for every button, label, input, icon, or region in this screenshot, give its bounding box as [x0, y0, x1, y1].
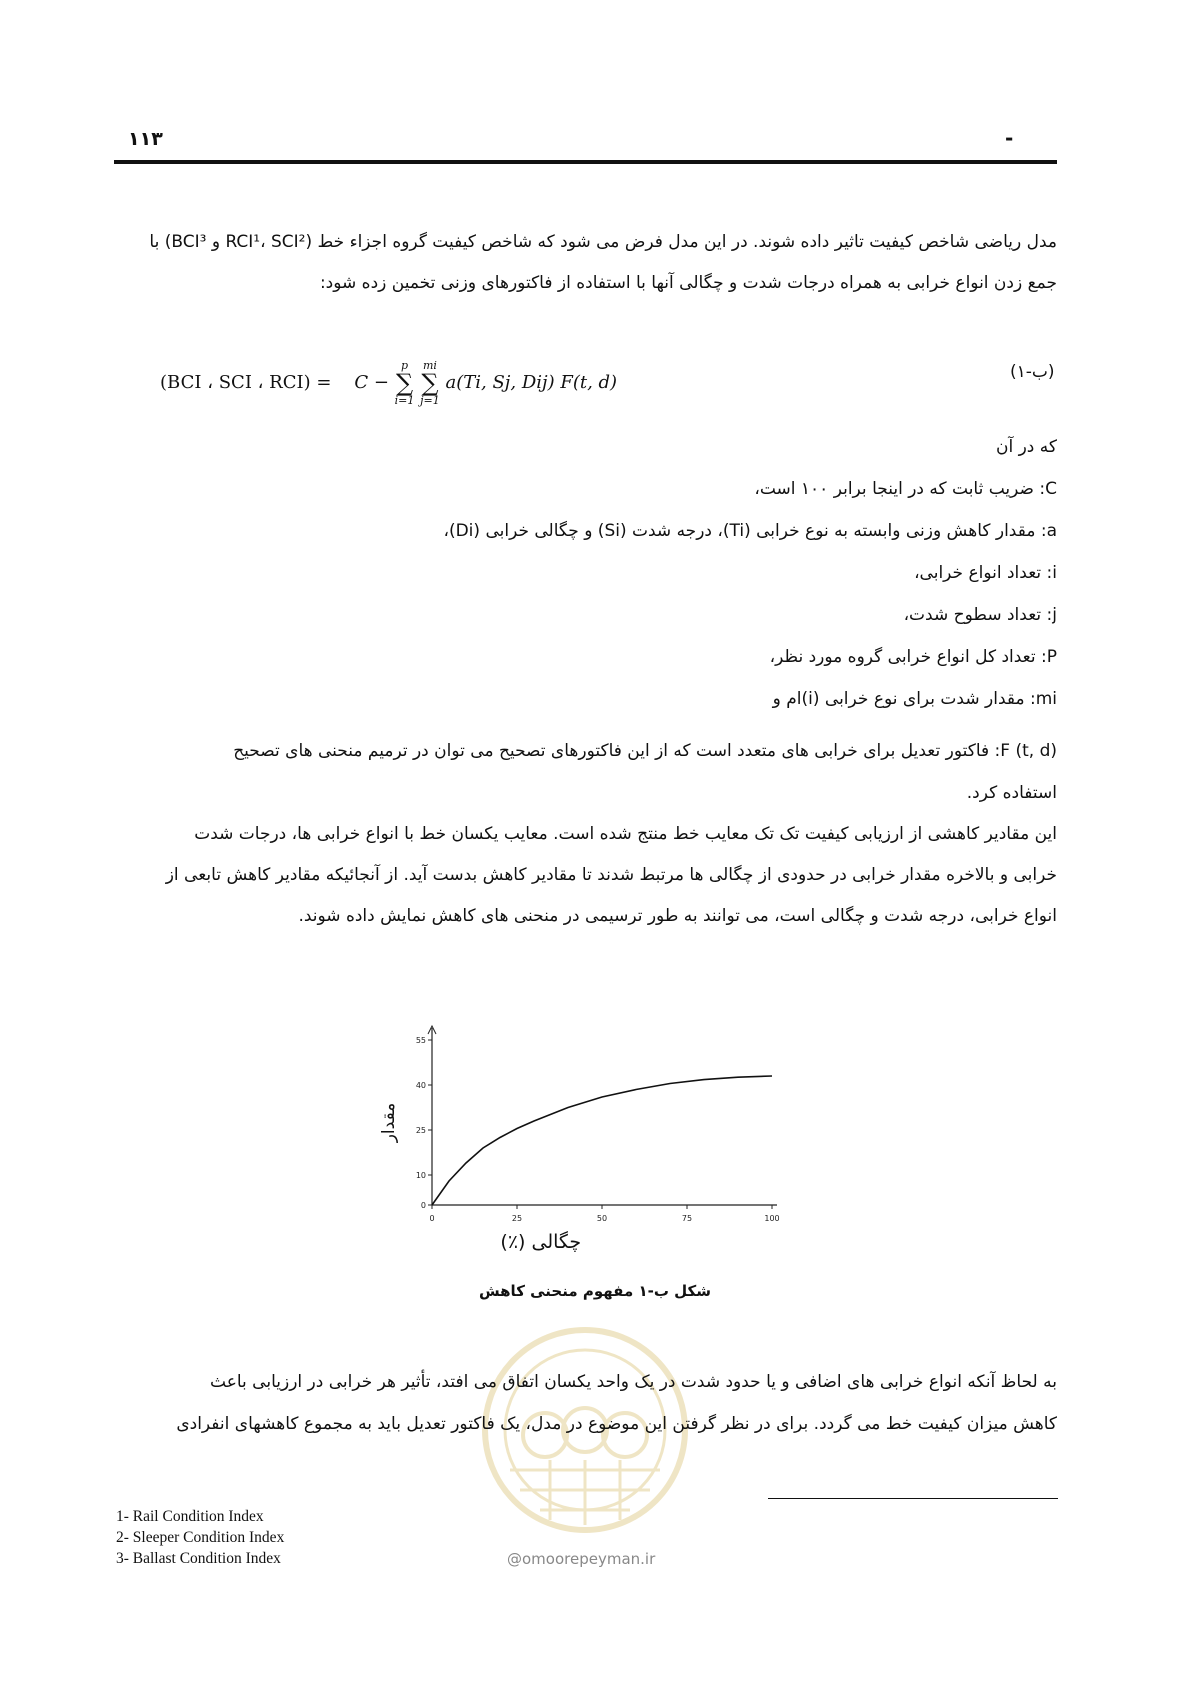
intro-line-2: جمع زدن انواع خرابی به همراه درجات شدت و چگالی آنها با استفاده از فاکتورهای وزنی تخمین زده شود:: [319, 273, 1057, 293]
formula-body: a(Ti, Sj, Dij) F(t, d): [445, 372, 618, 393]
definition-f-line-2: استفاده کرد.: [966, 783, 1057, 803]
x-tick-label: 75: [681, 1214, 693, 1223]
y-tick-label: 0: [420, 1201, 426, 1210]
header-rule: [114, 160, 1057, 164]
header-mark: -: [1005, 126, 1014, 150]
x-tick-label: 50: [596, 1214, 608, 1223]
y-tick-label: 40: [415, 1081, 426, 1090]
definition-item: i: تعداد انواع خرابی،: [914, 563, 1057, 583]
y-tick-label: 10: [415, 1171, 426, 1180]
watermark-text: @omoorepeyman.ir: [507, 1550, 656, 1568]
x-axis-label: چگالی (٪): [500, 1231, 582, 1253]
definition-item: P: تعداد کل انواع خرابی گروه مورد نظر،: [769, 647, 1057, 667]
paragraph2-line-1: این مقادیر کاهشی از ارزیابی کیفیت تک تک معایب خط منتج شده است. معایب یکسان خط با انواع خرابی ها، درجات شدت: [194, 824, 1057, 844]
formula-lhs: (BCI ، SCI ، RCI) =: [160, 372, 332, 393]
sum2-bottom: j=1: [420, 394, 440, 407]
figure-caption: شکل ب-۱ مفهوم منحنی کاهش: [478, 1282, 712, 1300]
paragraph2-line-2: خرابی و بالاخره مقدار خرابی در حدودی از چگالی ها مرتبط شدند تا مقادیر کاهش بدست آید. از آنجائیکه مقادیر کاهش تابعی از: [165, 865, 1057, 885]
deduct-curve-line: [432, 1076, 772, 1205]
definition-item: a: مقدار کاهش وزنی وابسته به نوع خرابی (Ti)، درجه شدت (Si) و چگالی خرابی (Di)،: [443, 521, 1057, 541]
sigma-icon: ∑: [395, 369, 414, 397]
footnote-3: 3- Ballast Condition Index: [116, 1550, 281, 1567]
sigma-icon: ∑: [421, 369, 439, 397]
x-tick-label: 0: [429, 1214, 435, 1223]
y-tick-label: 55: [415, 1036, 426, 1045]
footnote-2: 2- Sleeper Condition Index: [116, 1529, 285, 1546]
paragraph3-line-2: کاهش میزان کیفیت خط می گردد. برای در نظر گرفتن این موضوع در مدل، یک فاکتور تعدیل باید به مجموع کاهشهای انفرادی: [176, 1414, 1057, 1434]
y-axis-label: مقدار: [379, 1102, 399, 1143]
definition-item: j: تعداد سطوح شدت،: [903, 605, 1057, 625]
sum-symbol-2: [420, 360, 440, 406]
definition-f-line: F (t, d): فاکتور تعدیل برای خرابی های متعدد است که از این فاکتورهای تصحیح می توان در ترمیم منحنی های تصحیح: [233, 741, 1057, 761]
footnote-1: 1- Rail Condition Index: [116, 1508, 264, 1525]
definitions-lead: که در آن: [995, 437, 1057, 457]
x-tick-label: 25: [511, 1214, 523, 1223]
paragraph2-line-3: انواع خرابی، درجه شدت و چگالی است، می توانند به طور ترسیمی در منحنی های کاهش نمایش داده شوند.: [298, 906, 1057, 926]
definition-item: mi: مقدار شدت برای نوع خرابی (i)ام و: [772, 689, 1057, 709]
page-number: ۱۱۳: [128, 128, 163, 150]
sum2-top: mi: [422, 359, 437, 372]
formula-rhs-prefix: C −: [354, 372, 389, 393]
sum1-top: p: [401, 359, 409, 372]
formula-number: (ب-۱): [1010, 362, 1055, 382]
formula: [160, 360, 617, 406]
x-tick-label: 100: [764, 1214, 780, 1223]
y-tick-label: 25: [415, 1126, 426, 1135]
footnote-rule: [768, 1498, 1058, 1499]
definition-item: C: ضریب ثابت که در اینجا برابر ۱۰۰ است،: [754, 479, 1057, 499]
sum1-bottom: i=1: [394, 394, 415, 407]
paragraph3-line-1: به لحاظ آنکه انواع خرابی های اضافی و یا حدود شدت در یک واحد یکسان اتفاق می افتد، تأثیر هر خرابی در ارزیابی باعث: [210, 1372, 1057, 1392]
sum-symbol-1: [395, 360, 415, 406]
deduct-curve-chart: [360, 1015, 800, 1260]
intro-line-1: مدل ریاضی شاخص کیفیت تاثیر داده شوند. در این مدل فرض می شود که شاخص کیفیت گروه اجزاء خط (RCI¹، SCI² و BCI³) با: [149, 232, 1057, 252]
